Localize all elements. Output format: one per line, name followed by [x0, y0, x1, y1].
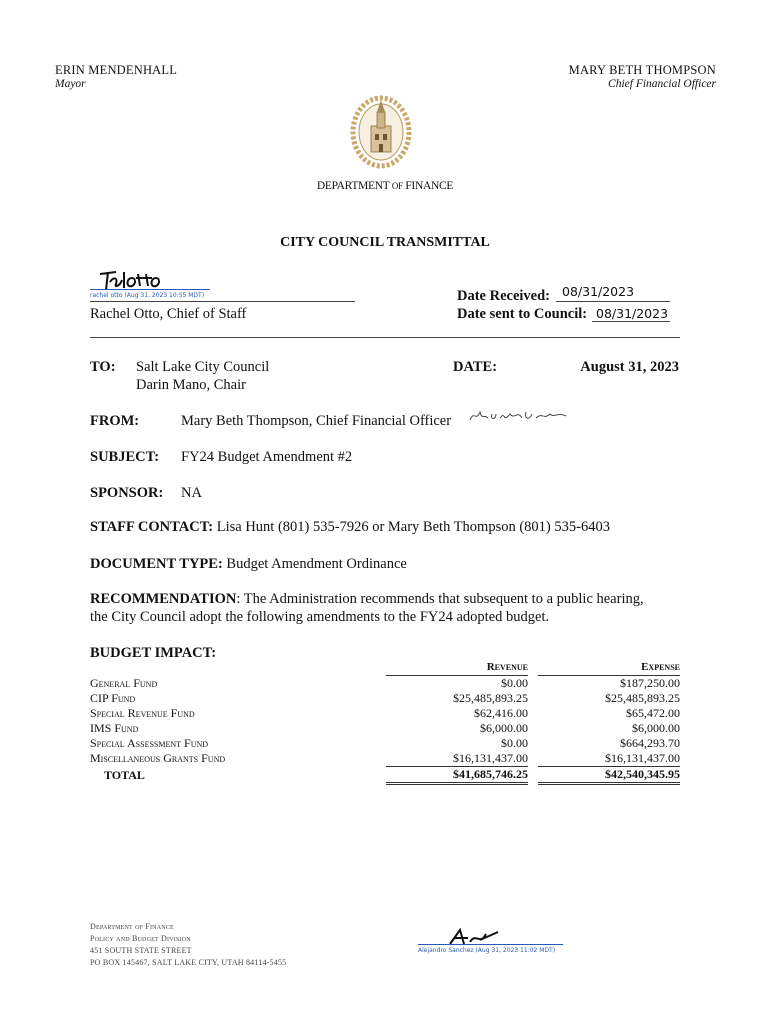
budget-table — [90, 660, 680, 785]
footer-division: Policy and Budget Division — [90, 934, 191, 943]
expense-value: $65,472.00 — [626, 706, 680, 720]
staff-contact-label: STAFF CONTACT: — [90, 519, 214, 535]
subject-label: SUBJECT: — [90, 449, 160, 465]
revenue-value: $6,000.00 — [480, 721, 528, 735]
document-type-value: Budget Amendment Ordinance — [226, 556, 407, 572]
mayor-title: Mayor — [55, 78, 86, 90]
expense-value: $6,000.00 — [632, 721, 680, 735]
page-title: CITY COUNCIL TRANSMITTAL — [280, 235, 490, 250]
revenue-value: $0.00 — [501, 736, 528, 750]
fund-name: Miscellaneous Grants Fund — [90, 751, 226, 766]
table-row — [90, 691, 680, 706]
expense-value: $16,131,437.00 — [605, 751, 680, 765]
from-value: Mary Beth Thompson, Chief Financial Officer — [181, 413, 452, 429]
cfo-name: MARY BETH THOMPSON — [568, 63, 716, 77]
expense-value: $187,250.00 — [620, 676, 680, 690]
rachel-otto-signature-caption: rachel otto (Aug 31, 2023 10:55 MDT) — [90, 292, 205, 299]
from-label: FROM: — [90, 413, 140, 429]
date-sent-value: 08/31/2023 — [596, 306, 669, 321]
total-row — [90, 767, 680, 784]
revenue-header: Revenue — [386, 660, 528, 676]
cfo-signature — [466, 406, 570, 428]
budget-impact-label: BUDGET IMPACT: — [90, 645, 217, 661]
table-row — [90, 706, 680, 721]
table-row — [90, 676, 680, 692]
alejandro-sanchez-signature-caption: Alejandro Sanchez (Aug 31, 2023 11:02 MDT) — [418, 947, 556, 954]
revenue-value: $62,416.00 — [474, 706, 528, 720]
date-label: DATE: — [453, 359, 498, 375]
document-type — [90, 556, 407, 573]
footer-street: 451 SOUTH STATE STREET — [90, 946, 192, 955]
footer-po-box: PO BOX 145467, SALT LAKE CITY, UTAH 84114-5455 — [90, 958, 287, 967]
recommendation — [90, 591, 644, 608]
fund-name: CIP Fund — [90, 691, 136, 705]
total-expense: $42,540,345.95 — [538, 767, 680, 784]
expense-value: $25,485,893.25 — [605, 691, 680, 705]
date-received-value: 08/31/2023 — [562, 284, 635, 299]
alejandro-sanchez-signature — [446, 928, 502, 948]
to-line-2: Darin Mano, Chair — [136, 377, 246, 393]
to-label: TO: — [90, 359, 116, 375]
table-row — [90, 736, 680, 751]
table-row — [90, 751, 680, 767]
date-value: August 31, 2023 — [580, 359, 679, 375]
signer-name: Rachel Otto, Chief of Staff — [90, 306, 247, 322]
table-row — [90, 721, 680, 736]
date-sent-label: Date sent to Council: — [457, 306, 588, 322]
recommendation-text-1: : The Administration recommends that subsequent to a public hearing, — [236, 591, 644, 607]
subject-value: FY24 Budget Amendment #2 — [181, 449, 353, 465]
mayor-name: ERIN MENDENHALL — [55, 63, 178, 77]
date-received-label: Date Received: — [457, 288, 550, 304]
recommendation-label: RECOMMENDATION — [90, 591, 237, 607]
department-heading: DEPARTMENT OF FINANCE — [316, 180, 454, 192]
cfo-title: Chief Financial Officer — [608, 78, 716, 90]
staff-contact-value: Lisa Hunt (801) 535-7926 or Mary Beth Thompson (801) 535-6403 — [216, 519, 610, 535]
revenue-value: $0.00 — [501, 676, 528, 690]
fund-name: Special Revenue Fund — [90, 706, 195, 720]
revenue-value: $16,131,437.00 — [453, 751, 528, 765]
sponsor-value: NA — [181, 485, 202, 501]
to-line-1: Salt Lake City Council — [136, 359, 270, 375]
staff-contact — [90, 519, 610, 536]
budget-header-row — [90, 660, 680, 676]
city-seal-logo — [348, 90, 414, 170]
fund-name: Special Assessment Fund — [90, 736, 209, 750]
sponsor-label: SPONSOR: — [90, 485, 164, 501]
expense-header: Expense — [538, 660, 680, 676]
expense-value: $664,293.70 — [620, 736, 680, 750]
fund-name: IMS Fund — [90, 721, 139, 735]
total-revenue: $41,685,746.25 — [386, 767, 528, 784]
recommendation-text-2: the City Council adopt the following amendments to the FY24 adopted budget. — [90, 609, 550, 625]
footer-department: Department of Finance — [90, 922, 174, 931]
revenue-value: $25,485,893.25 — [453, 691, 528, 705]
fund-name: General Fund — [90, 675, 158, 690]
document-type-label: DOCUMENT TYPE: — [90, 556, 223, 572]
total-label: TOTAL — [104, 767, 145, 782]
